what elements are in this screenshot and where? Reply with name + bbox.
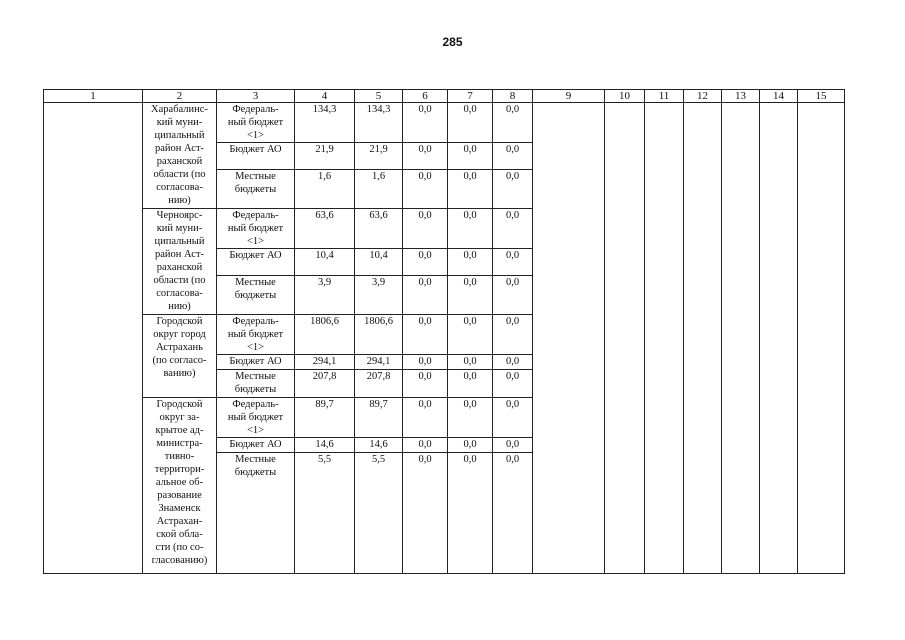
- table-body: [44, 103, 845, 574]
- funding-source-line: Бюджет АО: [229, 356, 282, 367]
- municipality-name-line: Астрахань: [156, 342, 203, 353]
- value-col-6: 0,0: [403, 438, 448, 453]
- municipality-name: [143, 209, 217, 315]
- column-12-cell: [684, 103, 722, 574]
- funding-source: [217, 315, 295, 355]
- value-col-7: 0,0: [448, 143, 493, 170]
- municipality-name-line: области (по: [153, 275, 206, 286]
- column-number-row: [44, 90, 845, 103]
- funding-source: [217, 143, 295, 170]
- column-header-12: 12: [684, 90, 722, 103]
- value-col-7: 0,0: [448, 276, 493, 315]
- municipality-name-line: раханской: [156, 262, 203, 273]
- column-1-cell: [44, 103, 143, 574]
- column-header-5: 5: [355, 90, 403, 103]
- municipality-name-line: нию): [168, 301, 191, 312]
- funding-source-line: Местные: [235, 277, 276, 288]
- funding-source-line: ный бюджет: [227, 117, 284, 128]
- value-col-6: 0,0: [403, 249, 448, 276]
- municipality-name-line: кий муни-: [156, 223, 203, 234]
- funding-source-line: бюджеты: [234, 290, 277, 301]
- municipality-name-line: территори-: [154, 464, 205, 475]
- value-col-8: 0,0: [493, 315, 533, 355]
- funding-source-line: бюджеты: [234, 384, 277, 395]
- value-col-5: 1,6: [355, 170, 403, 209]
- column-header-9: 9: [533, 90, 605, 103]
- municipality-name: [143, 398, 217, 574]
- funding-source-line: бюджеты: [234, 184, 277, 195]
- column-14-cell: [760, 103, 798, 574]
- funding-source-line: Бюджет АО: [229, 144, 282, 155]
- column-10-cell: [605, 103, 645, 574]
- value-col-5: 63,6: [355, 209, 403, 249]
- value-col-6: 0,0: [403, 398, 448, 438]
- funding-source: [217, 249, 295, 276]
- value-col-8: 0,0: [493, 209, 533, 249]
- value-col-7: 0,0: [448, 315, 493, 355]
- value-col-6: 0,0: [403, 315, 448, 355]
- funding-source-line: ный бюджет: [227, 412, 284, 423]
- funding-source-line: ный бюджет: [227, 223, 284, 234]
- funding-source: [217, 103, 295, 143]
- funding-source: [217, 453, 295, 574]
- column-header-1: 1: [44, 90, 143, 103]
- municipality-name-line: ципальный: [154, 236, 205, 247]
- funding-source: [217, 370, 295, 398]
- municipality-name-line: округ город: [153, 329, 206, 340]
- value-col-8: 0,0: [493, 170, 533, 209]
- municipality-name-line: округ за-: [159, 412, 200, 423]
- value-col-7: 0,0: [448, 103, 493, 143]
- column-11-cell: [645, 103, 684, 574]
- value-col-5: 3,9: [355, 276, 403, 315]
- funding-source-line: <1>: [246, 236, 265, 247]
- municipality-name: [143, 315, 217, 398]
- value-col-8: 0,0: [493, 438, 533, 453]
- column-header-10: 10: [605, 90, 645, 103]
- budget-table: [43, 89, 845, 574]
- column-15-cell: [798, 103, 845, 574]
- funding-source-line: бюджеты: [234, 467, 277, 478]
- municipality-name-line: кий муни-: [156, 117, 203, 128]
- value-col-6: 0,0: [403, 453, 448, 574]
- municipality-name-line: разование: [157, 490, 202, 501]
- value-col-8: 0,0: [493, 143, 533, 170]
- municipality-name-line: области (по: [153, 169, 206, 180]
- municipality-name-line: Астрахан-: [156, 516, 203, 527]
- funding-source-line: Федераль-: [232, 104, 279, 115]
- municipality-name-line: ципальный: [154, 130, 205, 141]
- funding-source: [217, 276, 295, 315]
- municipality-name-line: министра-: [156, 438, 203, 449]
- funding-source: [217, 398, 295, 438]
- funding-source-line: Местные: [235, 371, 276, 382]
- column-header-15: 15: [798, 90, 845, 103]
- value-col-5: 1806,6: [355, 315, 403, 355]
- column-13-cell: [722, 103, 760, 574]
- municipality-name-line: Знаменск: [158, 503, 201, 514]
- column-header-6: 6: [403, 90, 448, 103]
- funding-source-line: Бюджет АО: [229, 439, 282, 450]
- funding-source-line: Федераль-: [232, 316, 279, 327]
- municipality-name-line: гласованию): [151, 555, 208, 566]
- municipality-name-line: (по согласо-: [152, 355, 207, 366]
- value-col-4: 1,6: [295, 170, 355, 209]
- value-col-7: 0,0: [448, 209, 493, 249]
- municipality-name: [143, 103, 217, 209]
- value-col-4: 294,1: [295, 355, 355, 370]
- value-col-4: 21,9: [295, 143, 355, 170]
- funding-source-line: Бюджет АО: [229, 250, 282, 261]
- municipality-name-line: сти (по со-: [155, 542, 204, 553]
- column-header-4: 4: [295, 90, 355, 103]
- value-col-4: 5,5: [295, 453, 355, 574]
- value-col-7: 0,0: [448, 438, 493, 453]
- municipality-name-line: Черноярс-: [156, 210, 203, 221]
- municipality-name-line: Городской: [156, 399, 203, 410]
- value-col-7: 0,0: [448, 453, 493, 574]
- value-col-6: 0,0: [403, 209, 448, 249]
- funding-source-line: <1>: [246, 425, 265, 436]
- funding-source-line: Местные: [235, 171, 276, 182]
- column-header-13: 13: [722, 90, 760, 103]
- value-col-7: 0,0: [448, 370, 493, 398]
- funding-source: [217, 209, 295, 249]
- value-col-4: 134,3: [295, 103, 355, 143]
- value-col-5: 207,8: [355, 370, 403, 398]
- page-number: 285: [442, 35, 463, 49]
- value-col-5: 10,4: [355, 249, 403, 276]
- value-col-4: 207,8: [295, 370, 355, 398]
- municipality-name-line: альное об-: [155, 477, 204, 488]
- column-header-2: 2: [143, 90, 217, 103]
- value-col-4: 3,9: [295, 276, 355, 315]
- municipality-name-line: нию): [168, 195, 191, 206]
- value-col-8: 0,0: [493, 276, 533, 315]
- value-col-7: 0,0: [448, 398, 493, 438]
- column-header-7: 7: [448, 90, 493, 103]
- funding-source: [217, 438, 295, 453]
- column-header-8: 8: [493, 90, 533, 103]
- municipality-name-line: ванию): [163, 368, 196, 379]
- table-row: [44, 103, 845, 143]
- value-col-8: 0,0: [493, 398, 533, 438]
- value-col-5: 21,9: [355, 143, 403, 170]
- value-col-5: 134,3: [355, 103, 403, 143]
- funding-source: [217, 170, 295, 209]
- value-col-6: 0,0: [403, 355, 448, 370]
- value-col-8: 0,0: [493, 355, 533, 370]
- municipality-name-line: ской обла-: [156, 529, 203, 540]
- value-col-4: 10,4: [295, 249, 355, 276]
- value-col-5: 5,5: [355, 453, 403, 574]
- municipality-name-line: согласова-: [156, 182, 203, 193]
- value-col-6: 0,0: [403, 143, 448, 170]
- column-header-3: 3: [217, 90, 295, 103]
- value-col-7: 0,0: [448, 170, 493, 209]
- funding-source-line: Федераль-: [232, 210, 279, 221]
- column-header-11: 11: [645, 90, 684, 103]
- value-col-5: 89,7: [355, 398, 403, 438]
- value-col-7: 0,0: [448, 355, 493, 370]
- municipality-name-line: район Аст-: [154, 249, 205, 260]
- value-col-4: 1806,6: [295, 315, 355, 355]
- municipality-name-line: тивно-: [164, 451, 195, 462]
- value-col-8: 0,0: [493, 370, 533, 398]
- value-col-4: 14,6: [295, 438, 355, 453]
- value-col-6: 0,0: [403, 276, 448, 315]
- funding-source-line: <1>: [246, 130, 265, 141]
- value-col-8: 0,0: [493, 453, 533, 574]
- funding-source-line: Местные: [235, 454, 276, 465]
- funding-source-line: <1>: [246, 342, 265, 353]
- value-col-8: 0,0: [493, 103, 533, 143]
- value-col-6: 0,0: [403, 103, 448, 143]
- column-9-cell: [533, 103, 605, 574]
- value-col-5: 14,6: [355, 438, 403, 453]
- value-col-6: 0,0: [403, 370, 448, 398]
- value-col-4: 89,7: [295, 398, 355, 438]
- municipality-name-line: крытое ад-: [155, 425, 204, 436]
- column-header-14: 14: [760, 90, 798, 103]
- funding-source: [217, 355, 295, 370]
- funding-source-line: ный бюджет: [227, 329, 284, 340]
- municipality-name-line: Харабалинс-: [151, 104, 208, 115]
- municipality-name-line: район Аст-: [154, 143, 205, 154]
- municipality-name-line: раханской: [156, 156, 203, 167]
- value-col-4: 63,6: [295, 209, 355, 249]
- value-col-6: 0,0: [403, 170, 448, 209]
- value-col-7: 0,0: [448, 249, 493, 276]
- funding-source-line: Федераль-: [232, 399, 279, 410]
- municipality-name-line: согласова-: [156, 288, 203, 299]
- value-col-8: 0,0: [493, 249, 533, 276]
- value-col-5: 294,1: [355, 355, 403, 370]
- municipality-name-line: Городской: [156, 316, 203, 327]
